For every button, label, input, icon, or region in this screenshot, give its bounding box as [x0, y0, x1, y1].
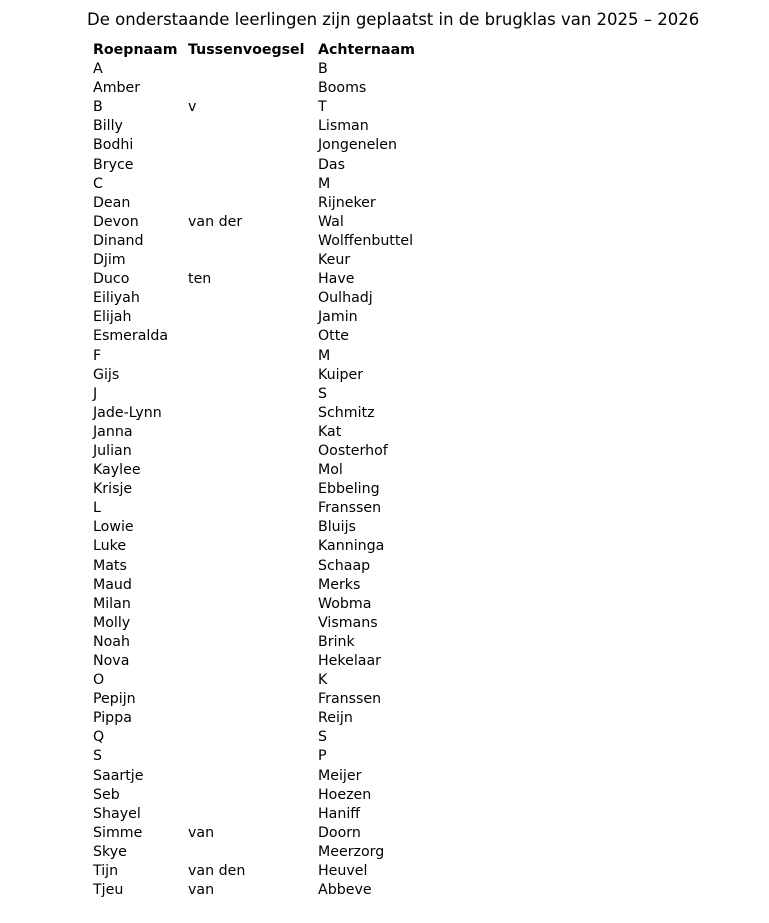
cell-roepnaam: Tjeu	[93, 882, 124, 899]
table-row	[93, 60, 468, 79]
cell-roepnaam: S	[93, 748, 103, 765]
table-row	[93, 442, 468, 461]
cell-achternaam: Franssen	[318, 500, 382, 517]
table-row	[93, 136, 468, 155]
cell-roepnaam: L	[93, 500, 101, 517]
table-row	[93, 404, 468, 423]
cell-tussenvoegsel	[188, 557, 318, 576]
cell-tussenvoegsel	[188, 786, 318, 805]
table-row	[93, 557, 468, 576]
cell-roepnaam: Duco	[93, 271, 130, 288]
cell-tussenvoegsel	[188, 117, 318, 136]
cell-tussenvoegsel	[188, 156, 318, 175]
cell-achternaam: M	[318, 347, 331, 364]
table-body	[93, 60, 468, 900]
cell-roepnaam: Mats	[93, 557, 127, 574]
table-row	[93, 690, 468, 709]
student-table	[93, 41, 468, 900]
cell-achternaam: Lisman	[318, 118, 369, 135]
cell-achternaam: Mol	[318, 462, 343, 479]
cell-tussenvoegsel	[188, 385, 318, 404]
cell-tussenvoegsel	[188, 709, 318, 728]
table-row	[93, 537, 468, 556]
table-row	[93, 232, 468, 251]
cell-tussenvoegsel	[188, 60, 318, 79]
cell-tussenvoegsel	[188, 518, 318, 537]
cell-roepnaam: Bryce	[93, 156, 134, 173]
table-row	[93, 862, 468, 881]
cell-tussenvoegsel	[188, 690, 318, 709]
table-row	[93, 289, 468, 308]
cell-tussenvoegsel	[188, 843, 318, 862]
cell-tussenvoegsel	[188, 327, 318, 346]
table-row	[93, 747, 468, 766]
cell-roepnaam: Kaylee	[93, 462, 141, 479]
cell-achternaam: Jongenelen	[318, 137, 397, 154]
cell-roepnaam: Skye	[93, 843, 127, 860]
table-row	[93, 652, 468, 671]
cell-achternaam: Kuiper	[318, 366, 364, 383]
table-row	[93, 805, 468, 824]
cell-roepnaam: Shayel	[93, 805, 141, 822]
cell-roepnaam: Molly	[93, 614, 131, 631]
cell-achternaam: Keur	[318, 252, 351, 269]
table-row	[93, 194, 468, 213]
table-row	[93, 156, 468, 175]
cell-achternaam: Abbeve	[318, 882, 372, 899]
header-achternaam: Achternaam	[318, 42, 415, 58]
cell-tussenvoegsel	[188, 136, 318, 155]
cell-tussenvoegsel	[188, 442, 318, 461]
table-row	[93, 709, 468, 728]
table-row	[93, 518, 468, 537]
cell-roepnaam: Tijn	[93, 863, 119, 880]
cell-achternaam: Have	[318, 271, 355, 288]
table-row	[93, 308, 468, 327]
cell-achternaam: M	[318, 175, 331, 192]
cell-tussenvoegsel	[188, 499, 318, 518]
cell-roepnaam: Eiliyah	[93, 290, 140, 307]
cell-tussenvoegsel: van	[188, 882, 215, 899]
cell-tussenvoegsel	[188, 728, 318, 747]
cell-achternaam: T	[318, 99, 327, 116]
table-row	[93, 175, 468, 194]
table-row	[93, 480, 468, 499]
cell-roepnaam: Djim	[93, 252, 126, 269]
cell-tussenvoegsel	[188, 289, 318, 308]
table-row	[93, 270, 468, 289]
cell-achternaam: Franssen	[318, 691, 382, 708]
cell-achternaam: Merks	[318, 576, 361, 593]
cell-roepnaam: Jade-Lynn	[93, 404, 162, 421]
cell-achternaam: Meijer	[318, 767, 362, 784]
cell-roepnaam: Billy	[93, 118, 123, 135]
cell-tussenvoegsel	[188, 614, 318, 633]
table-row	[93, 98, 468, 117]
table-row	[93, 213, 468, 232]
cell-tussenvoegsel	[188, 251, 318, 270]
cell-tussenvoegsel	[188, 576, 318, 595]
table-row	[93, 614, 468, 633]
cell-achternaam: S	[318, 385, 328, 402]
table-row	[93, 366, 468, 385]
table-row	[93, 595, 468, 614]
cell-achternaam: Oulhadj	[318, 290, 373, 307]
cell-tussenvoegsel	[188, 537, 318, 556]
table-header	[93, 41, 468, 60]
cell-tussenvoegsel	[188, 404, 318, 423]
cell-achternaam: Hoezen	[318, 786, 372, 803]
cell-achternaam: Heuvel	[318, 863, 368, 880]
table-row	[93, 461, 468, 480]
cell-achternaam: Schmitz	[318, 404, 375, 421]
cell-achternaam: Wobma	[318, 595, 372, 612]
cell-roepnaam: Q	[93, 729, 105, 746]
cell-achternaam: Vismans	[318, 614, 378, 631]
table-row	[93, 117, 468, 136]
cell-roepnaam: Gijs	[93, 366, 120, 383]
cell-tussenvoegsel	[188, 595, 318, 614]
cell-achternaam: Wal	[318, 213, 344, 230]
cell-roepnaam: Saartje	[93, 767, 144, 784]
table-row	[93, 79, 468, 98]
cell-roepnaam: Nova	[93, 653, 130, 669]
cell-tussenvoegsel: van den	[188, 863, 246, 880]
cell-achternaam: Schaap	[318, 557, 371, 574]
cell-achternaam: Das	[318, 156, 346, 173]
cell-achternaam: P	[318, 748, 327, 765]
cell-roepnaam: Esmeralda	[93, 328, 169, 345]
cell-achternaam: Ebbeling	[318, 481, 380, 498]
cell-achternaam: B	[318, 61, 328, 78]
table-row	[93, 767, 468, 786]
cell-tussenvoegsel	[188, 347, 318, 366]
cell-achternaam: Brink	[318, 633, 355, 650]
cell-achternaam: Booms	[318, 80, 367, 97]
cell-roepnaam: B	[93, 99, 103, 116]
table-row	[93, 786, 468, 805]
cell-tussenvoegsel: van	[188, 824, 215, 841]
cell-achternaam: Doorn	[318, 824, 361, 841]
cell-achternaam: S	[318, 729, 328, 746]
table-row	[93, 881, 468, 900]
cell-roepnaam: Elijah	[93, 309, 132, 326]
cell-achternaam: Jamin	[318, 309, 358, 326]
cell-roepnaam: Noah	[93, 633, 130, 650]
cell-tussenvoegsel	[188, 747, 318, 766]
cell-tussenvoegsel	[188, 767, 318, 786]
cell-roepnaam: Devon	[93, 213, 139, 230]
cell-roepnaam: Julian	[93, 442, 132, 459]
cell-tussenvoegsel	[188, 423, 318, 442]
cell-roepnaam: F	[93, 347, 102, 364]
header-roepnaam: Roepnaam	[93, 42, 178, 58]
cell-roepnaam: Dean	[93, 194, 131, 211]
cell-roepnaam: Janna	[93, 423, 133, 440]
cell-achternaam: Meerzorg	[318, 843, 385, 860]
cell-roepnaam: J	[93, 385, 98, 402]
cell-tussenvoegsel	[188, 805, 318, 824]
cell-roepnaam: Milan	[93, 595, 131, 612]
cell-achternaam: Otte	[318, 328, 350, 345]
header-tussenvoegsel: Tussenvoegsel	[188, 42, 305, 58]
table-row	[93, 499, 468, 518]
cell-achternaam: Reijn	[318, 710, 353, 727]
table-row	[93, 423, 468, 442]
cell-tussenvoegsel: van der	[188, 213, 243, 230]
cell-roepnaam: Amber	[93, 80, 141, 97]
cell-tussenvoegsel	[188, 79, 318, 98]
cell-roepnaam: Maud	[93, 576, 132, 593]
cell-achternaam: Haniff	[318, 805, 361, 822]
table-row	[93, 824, 468, 843]
cell-tussenvoegsel	[188, 461, 318, 480]
table-row	[93, 385, 468, 404]
cell-roepnaam: Simme	[93, 824, 143, 841]
cell-achternaam: K	[318, 672, 328, 689]
cell-roepnaam: Pippa	[93, 710, 132, 727]
cell-roepnaam: Dinand	[93, 232, 144, 249]
cell-roepnaam: Lowie	[93, 519, 134, 536]
cell-achternaam: Rijneker	[318, 194, 376, 211]
cell-tussenvoegsel: ten	[188, 271, 212, 288]
cell-roepnaam: Bodhi	[93, 137, 134, 154]
cell-tussenvoegsel	[188, 232, 318, 251]
page-title: De onderstaande leerlingen zijn geplaatst in de brugklas van 2025 – 2026	[87, 10, 700, 29]
cell-tussenvoegsel: v	[188, 99, 197, 116]
cell-tussenvoegsel	[188, 480, 318, 499]
cell-roepnaam: A	[93, 61, 103, 78]
table-row	[93, 347, 468, 366]
table-row	[93, 728, 468, 747]
table-row	[93, 576, 468, 595]
table-row	[93, 251, 468, 270]
cell-achternaam: Kat	[318, 423, 342, 440]
cell-achternaam: Kanninga	[318, 538, 385, 555]
table-row	[93, 843, 468, 862]
cell-roepnaam: Seb	[93, 786, 120, 803]
cell-achternaam: Hekelaar	[318, 653, 381, 669]
cell-tussenvoegsel	[188, 308, 318, 327]
cell-roepnaam: Pepijn	[93, 691, 136, 708]
cell-roepnaam: Luke	[93, 538, 127, 555]
table-row	[93, 327, 468, 346]
cell-achternaam: Wolffenbuttel	[318, 232, 414, 249]
cell-roepnaam: O	[93, 672, 105, 689]
cell-tussenvoegsel	[188, 194, 318, 213]
cell-achternaam: Oosterhof	[318, 442, 388, 459]
cell-tussenvoegsel	[188, 671, 318, 690]
cell-roepnaam: C	[93, 175, 103, 192]
cell-roepnaam: Krisje	[93, 481, 133, 498]
cell-tussenvoegsel	[188, 175, 318, 194]
cell-achternaam: Bluijs	[318, 519, 356, 536]
table-row	[93, 671, 468, 690]
cell-tussenvoegsel	[188, 652, 318, 671]
header-row	[93, 41, 468, 60]
table-row	[93, 633, 468, 652]
cell-tussenvoegsel	[188, 633, 318, 652]
cell-tussenvoegsel	[188, 366, 318, 385]
